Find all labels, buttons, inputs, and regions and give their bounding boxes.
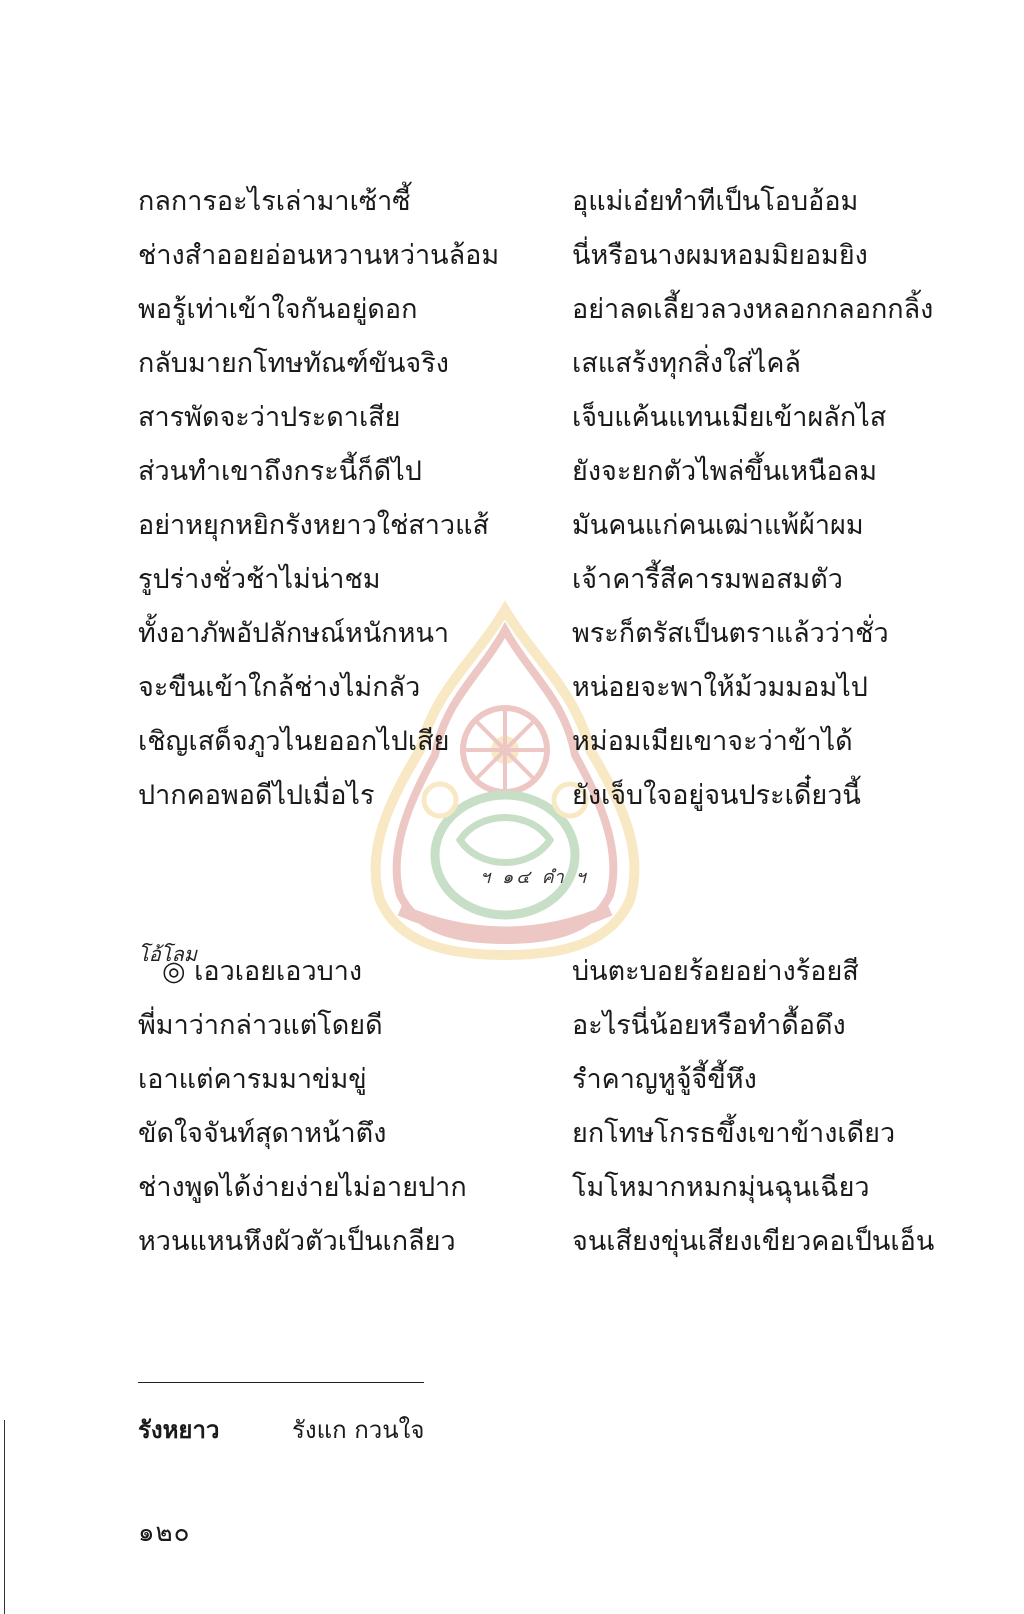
verse-right: พระก็ตรัสเป็นตราแล้วว่าชั่ว xyxy=(572,618,889,649)
footnote-definition: รังแก กวนใจ xyxy=(292,1416,425,1444)
verse-left: ◎ เอวเอยเอวบาง xyxy=(162,956,363,987)
verse-line xyxy=(0,242,1024,282)
verse-right: หน่อยจะพาให้ม้วมมอมไป xyxy=(572,672,868,703)
verse-right: ยกโทษโกรธขึ้งเขาข้างเดียว xyxy=(572,1118,896,1149)
section-title: โอ้โลม xyxy=(138,942,197,966)
verse-left: ขัดใจจันท์สุดาหน้าตึง xyxy=(138,1118,387,1149)
verse-line xyxy=(0,566,1024,606)
stanza-count-mark: ฯ ๑๔ คำ ฯ xyxy=(480,867,589,888)
verse-left: จะขืนเข้าใกล้ช่างไม่กลัว xyxy=(138,672,421,703)
verse-line xyxy=(0,1066,1024,1106)
verse-left: ทั้งอาภัพอัปลักษณ์หนักหนา xyxy=(138,618,450,649)
verse-line xyxy=(0,188,1024,228)
verse-left: อย่าหยุกหยิกรังหยาวใช่สาวแส้ xyxy=(138,510,489,541)
verse-right: อุแม่เอ๋ยทำทีเป็นโอบอ้อม xyxy=(572,186,859,217)
verse-left: ปากคอพอดีไปเมื่อไร xyxy=(138,780,375,811)
verse-right: รำคาญหูจู้จี้ขี้หึง xyxy=(572,1064,757,1095)
verse-line xyxy=(0,958,1024,998)
verse-line xyxy=(0,728,1024,768)
verse-right: เจ้าคารี้สีคารมพอสมตัว xyxy=(572,564,843,595)
verse-left: ช่างสำออยอ่อนหวานหว่านล้อม xyxy=(138,240,500,271)
verse-line xyxy=(0,458,1024,498)
verse-line xyxy=(0,512,1024,552)
verse-left: พอรู้เท่าเข้าใจกันอยู่ดอก xyxy=(138,294,418,325)
footnote-divider xyxy=(138,1382,424,1383)
verse-left: กลับมายกโทษทัณฑ์ขันจริง xyxy=(138,348,449,379)
verse-right: อะไรนี่น้อยหรือทำดื้อดึง xyxy=(572,1010,846,1041)
verse-line xyxy=(0,1120,1024,1160)
verse-right: ยังเจ็บใจอยู่จนประเดี๋ยวนี้ xyxy=(572,780,861,811)
verse-left: เอาแต่คารมมาข่มขู่ xyxy=(138,1064,367,1095)
verse-right: นี่หรือนางผมหอมมิยอมยิง xyxy=(572,240,868,271)
verse-right: โมโหมากหมกมุ่นฉุนเฉียว xyxy=(572,1172,870,1203)
scan-edge-line xyxy=(4,1420,5,1614)
verse-right: เจ็บแค้นแทนเมียเข้าผลักไส xyxy=(572,402,887,433)
verse-line xyxy=(0,782,1024,822)
verse-left: หวนแหนหึงผัวตัวเป็นเกลียว xyxy=(138,1226,456,1257)
verse-line xyxy=(0,1174,1024,1214)
verse-right: เสแสร้งทุกสิ่งใส่ไคล้ xyxy=(572,348,801,379)
verse-left: เชิญเสด็จภูวไนยออกไปเสีย xyxy=(138,726,450,757)
page-number: ๑๒๐ xyxy=(138,1518,191,1548)
verse-left: ช่างพูดได้ง่ายง่ายไม่อายปาก xyxy=(138,1172,467,1203)
verse-right: ยังจะยกตัวไพล่ขึ้นเหนือลม xyxy=(572,456,878,487)
verse-left: สารพัดจะว่าประดาเสีย xyxy=(138,402,401,433)
verse-right: มันคนแก่คนเฒ่าแพ้ผ้าผม xyxy=(572,510,864,541)
footnote-term: รังหยาว xyxy=(138,1416,220,1444)
verse-line xyxy=(0,1228,1024,1268)
verse-line xyxy=(0,404,1024,444)
verse-right: บ่นตะบอยร้อยอย่างร้อยสี xyxy=(572,956,859,987)
verse-line xyxy=(0,1012,1024,1052)
verse-line xyxy=(0,620,1024,660)
verse-line xyxy=(0,296,1024,336)
verse-right: หม่อมเมียเขาจะว่าข้าได้ xyxy=(572,726,853,757)
verse-left: กลการอะไรเล่ามาเซ้าซี้ xyxy=(138,186,411,217)
verse-line xyxy=(0,674,1024,714)
verse-left: ส่วนทำเขาถึงกระนี้ก็ดีไป xyxy=(138,456,422,487)
verse-right: จนเสียงขุ่นเสียงเขียวคอเป็นเอ็น xyxy=(572,1226,935,1257)
verse-left: พี่มาว่ากล่าวแต่โดยดี xyxy=(138,1010,383,1041)
verse-left: รูปร่างชั่วช้าไม่น่าชม xyxy=(138,564,381,595)
verse-right: อย่าลดเลี้ยวลวงหลอกกลอกกลิ้ง xyxy=(572,294,934,325)
verse-line xyxy=(0,350,1024,390)
